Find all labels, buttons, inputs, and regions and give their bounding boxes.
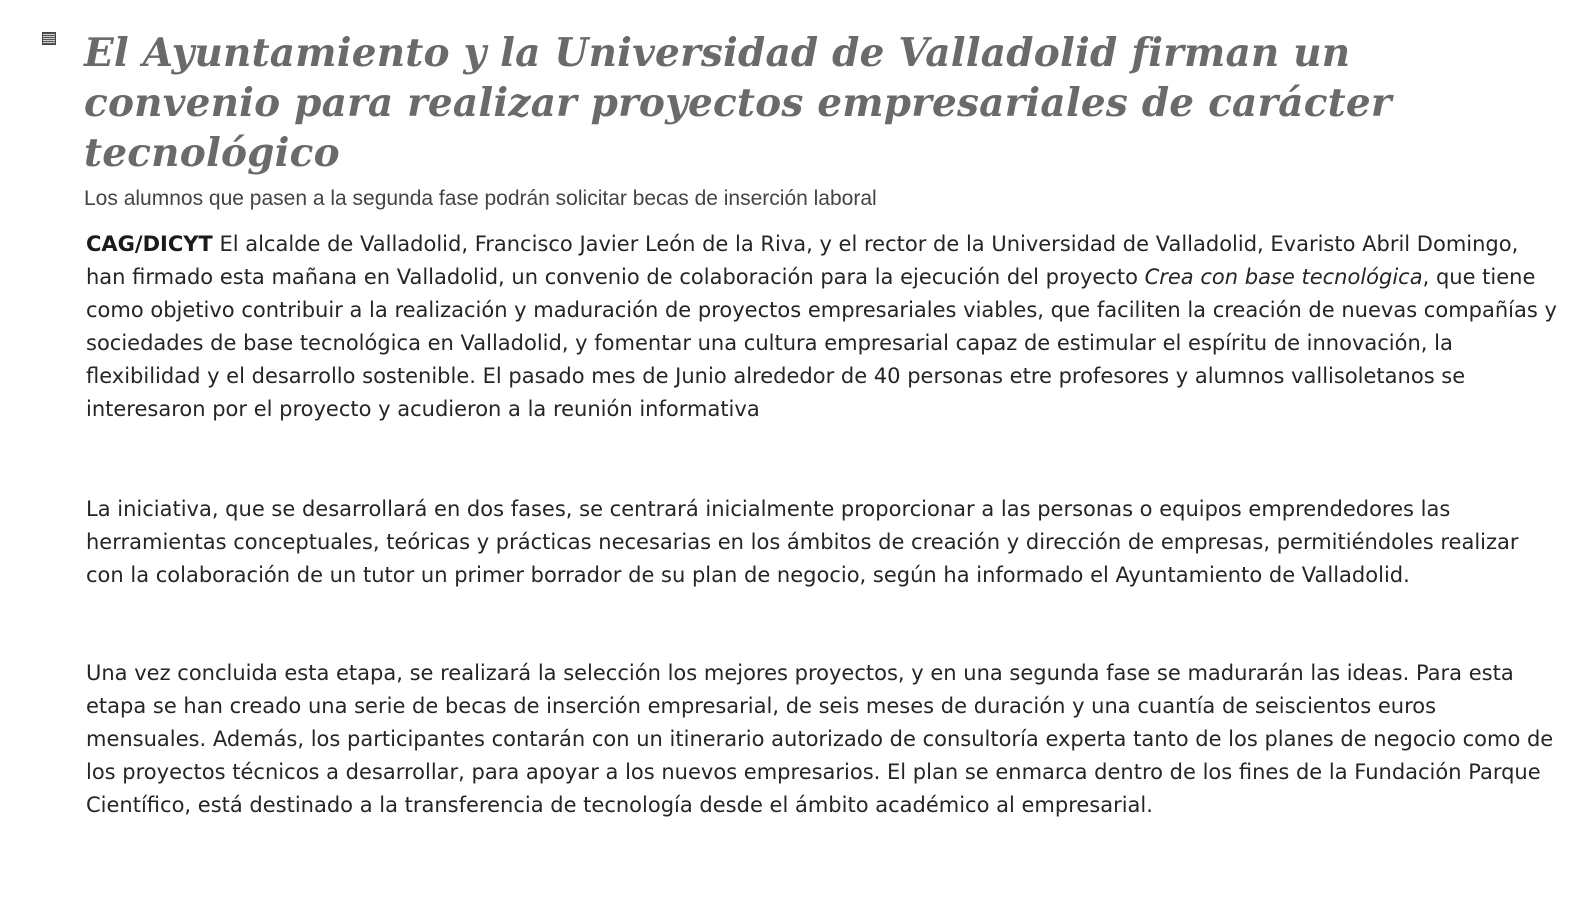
square-bullet-icon (42, 32, 56, 45)
article-paragraph-1 (86, 228, 1561, 426)
article-paragraph-2: La iniciativa, que se desarrollará en dos fases, se centrará inicialmente proporcionar a las personas o equipos emprendedores las herramientas conceptuales, teóricas y prácticas necesarias en los ámbitos de creación y dirección de empresas, permitiéndoles realizar con la colaboración de un tutor un primer borrador de su plan de negocio, según ha informado el Ayuntamiento de Valladolid. (86, 497, 1519, 587)
article-paragraph-3: Una vez concluida esta etapa, se realizará la selección los mejores proyectos, y en una segunda fase se madurarán las ideas. Para esta etapa se han creado una serie de becas de inserción empresarial, de seis meses de duración y una cuantía de seiscientos euros mensuales. Además, los participantes contarán con un itinerario autorizado de consultoría experta tanto de los planes de negocio como de los proyectos técnicos a desarrollar, para apoyar a los nuevos empresarios. El plan se enmarca dentro de los fines de la Fundación Parque Científico, está destinado a la transferencia de tecnología desde el ámbito académico al empresarial. (86, 661, 1554, 817)
news-source: CAG/DICYT (86, 232, 213, 256)
project-name: Crea con base tecnológica (1144, 265, 1423, 289)
article-headline: El Ayuntamiento y la Universidad de Valladolid firman un convenio para realizar proyectos empresariales de carácter tecnológico (84, 30, 1392, 176)
paragraph-1-text-after: , que tiene como objetivo contribuir a la realización y maduración de proyectos empresariales viables, que faciliten la creación de nuevas compañías y sociedades de base tecnológica en Valladolid, y fomentar una cultura empresarial capaz de estimular el espíritu de innovación, la flexibilidad y el desarrollo sostenible. El pasado mes de Junio alrededor de 40 personas etre profesores y alumnos vallisoletanos se interesaron por el proyecto y acudieron a la reunión informativa (86, 265, 1557, 421)
paragraph-1-text-before: El alcalde de Valladolid, Francisco Javier León de la Riva, y el rector de la Universidad de Valladolid, Evaristo Abril Domingo, han firmado esta mañana en Valladolid, un convenio de colaboración para la ejecución del proyecto (86, 232, 1519, 289)
article-subtitle: Los alumnos que pasen a la segunda fase podrán solicitar becas de inserción laboral (84, 187, 877, 210)
